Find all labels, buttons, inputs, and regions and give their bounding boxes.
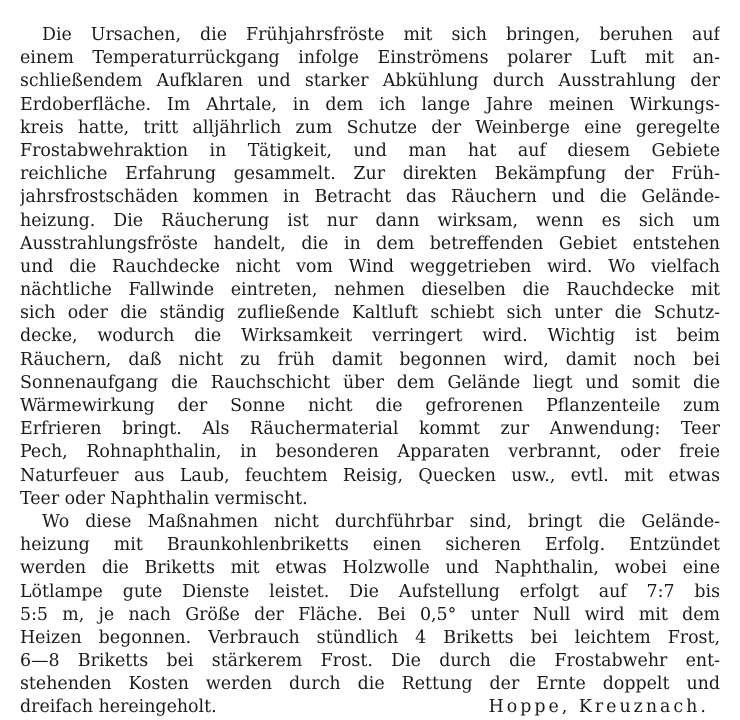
text-line: Frostabwehraktion in Tätigkeit, und man hat auf diesem Gebiete xyxy=(20,140,720,161)
author-signature: Hoppe, Kreuznach. xyxy=(488,697,709,718)
text-line: heizung. Die Räucherung ist nur dann wirksam, wenn es sich um xyxy=(20,210,720,231)
text-line: einem Temperaturrückgang infolge Einströmens polarer Luft mit an- xyxy=(20,48,720,69)
text-line: reichliche Erfahrung gesammelt. Zur direkten Bekämpfung der Früh- xyxy=(20,164,720,185)
paragraph-2 xyxy=(20,511,720,720)
text-line: sich oder die ständig zufließende Kaltluft schiebt sich unter die Schutz- xyxy=(20,303,720,324)
text-line: nächtliche Fallwinde eintreten, nehmen dieselben die Rauchdecke mit xyxy=(20,280,720,301)
text-line: Lötlampe gute Dienste leistet. Die Aufstellung erfolgt auf 7:7 bis xyxy=(20,581,720,602)
text-line: Erfrieren bringt. Als Räuchermaterial kommt zur Anwendung: Teer xyxy=(20,419,720,440)
text-line: heizung mit Braunkohlenbriketts einen sicheren Erfolg. Entzündet xyxy=(20,535,720,556)
text-line: Ausstrahlungsfröste handelt, die in dem betreffenden Gebiet entstehen xyxy=(20,233,720,254)
text-line: 6—8 Briketts bei stärkerem Frost. Die durch die Frostabwehr ent- xyxy=(20,651,720,672)
text-line: Heizen begonnen. Verbrauch stündlich 4 Briketts bei leichtem Frost, xyxy=(20,627,720,648)
text-line: werden die Briketts mit etwas Holzwolle und Naphthalin, wobei eine xyxy=(20,558,720,579)
text-line: Pech, Rohnaphthalin, in besonderen Apparaten verbrannt, oder freie xyxy=(20,442,720,463)
text-line: 5:5 m, je nach Größe der Fläche. Bei 0,5° unter Null wird mit dem xyxy=(20,604,720,625)
article-text xyxy=(20,24,720,720)
text-line: Teer oder Naphthalin vermischt. xyxy=(20,488,308,509)
text-line: Die Ursachen, die Frühjahrsfröste mit sich bringen, beruhen auf xyxy=(42,25,720,45)
paragraph-1 xyxy=(20,24,720,511)
text-line: Erdoberfläche. Im Ahrtale, in dem ich lange Jahre meinen Wirkungs- xyxy=(20,94,720,115)
text-line: Räuchern, daß nicht zu früh damit begonnen wird, damit noch bei xyxy=(20,349,720,370)
text-line: kreis hatte, tritt alljährlich zum Schutze der Weinberge eine geregelte xyxy=(20,117,720,138)
text-line: Wärmewirkung der Sonne nicht die gefrorenen Pflanzenteile zum xyxy=(20,396,720,416)
text-line: jahrsfrostschäden kommen in Betracht das Räuchern und die Gelände- xyxy=(20,187,720,208)
closing-text: dreifach hereingeholt. xyxy=(20,697,217,718)
text-line: schließendem Aufklaren und starker Abkühlung durch Ausstrahlung der xyxy=(20,71,720,92)
text-line: und die Rauchdecke nicht vom Wind weggetrieben wird. Wo vielfach xyxy=(20,256,720,277)
closing-line xyxy=(20,696,720,719)
text-line: stehenden Kosten werden durch die Rettung der Ernte doppelt und xyxy=(20,674,720,695)
text-line: Sonnenaufgang die Rauchschicht über dem Gelände liegt und somit die xyxy=(20,372,720,393)
text-line: Naturfeuer aus Laub, feuchtem Reisig, Quecken usw., evtl. mit etwas xyxy=(20,465,720,486)
text-line: decke, wodurch die Wirksamkeit verringert wird. Wichtig ist beim xyxy=(20,326,720,347)
text-line: Wo diese Maßnahmen nicht durchführbar sind, bringt die Gelände- xyxy=(42,511,720,532)
